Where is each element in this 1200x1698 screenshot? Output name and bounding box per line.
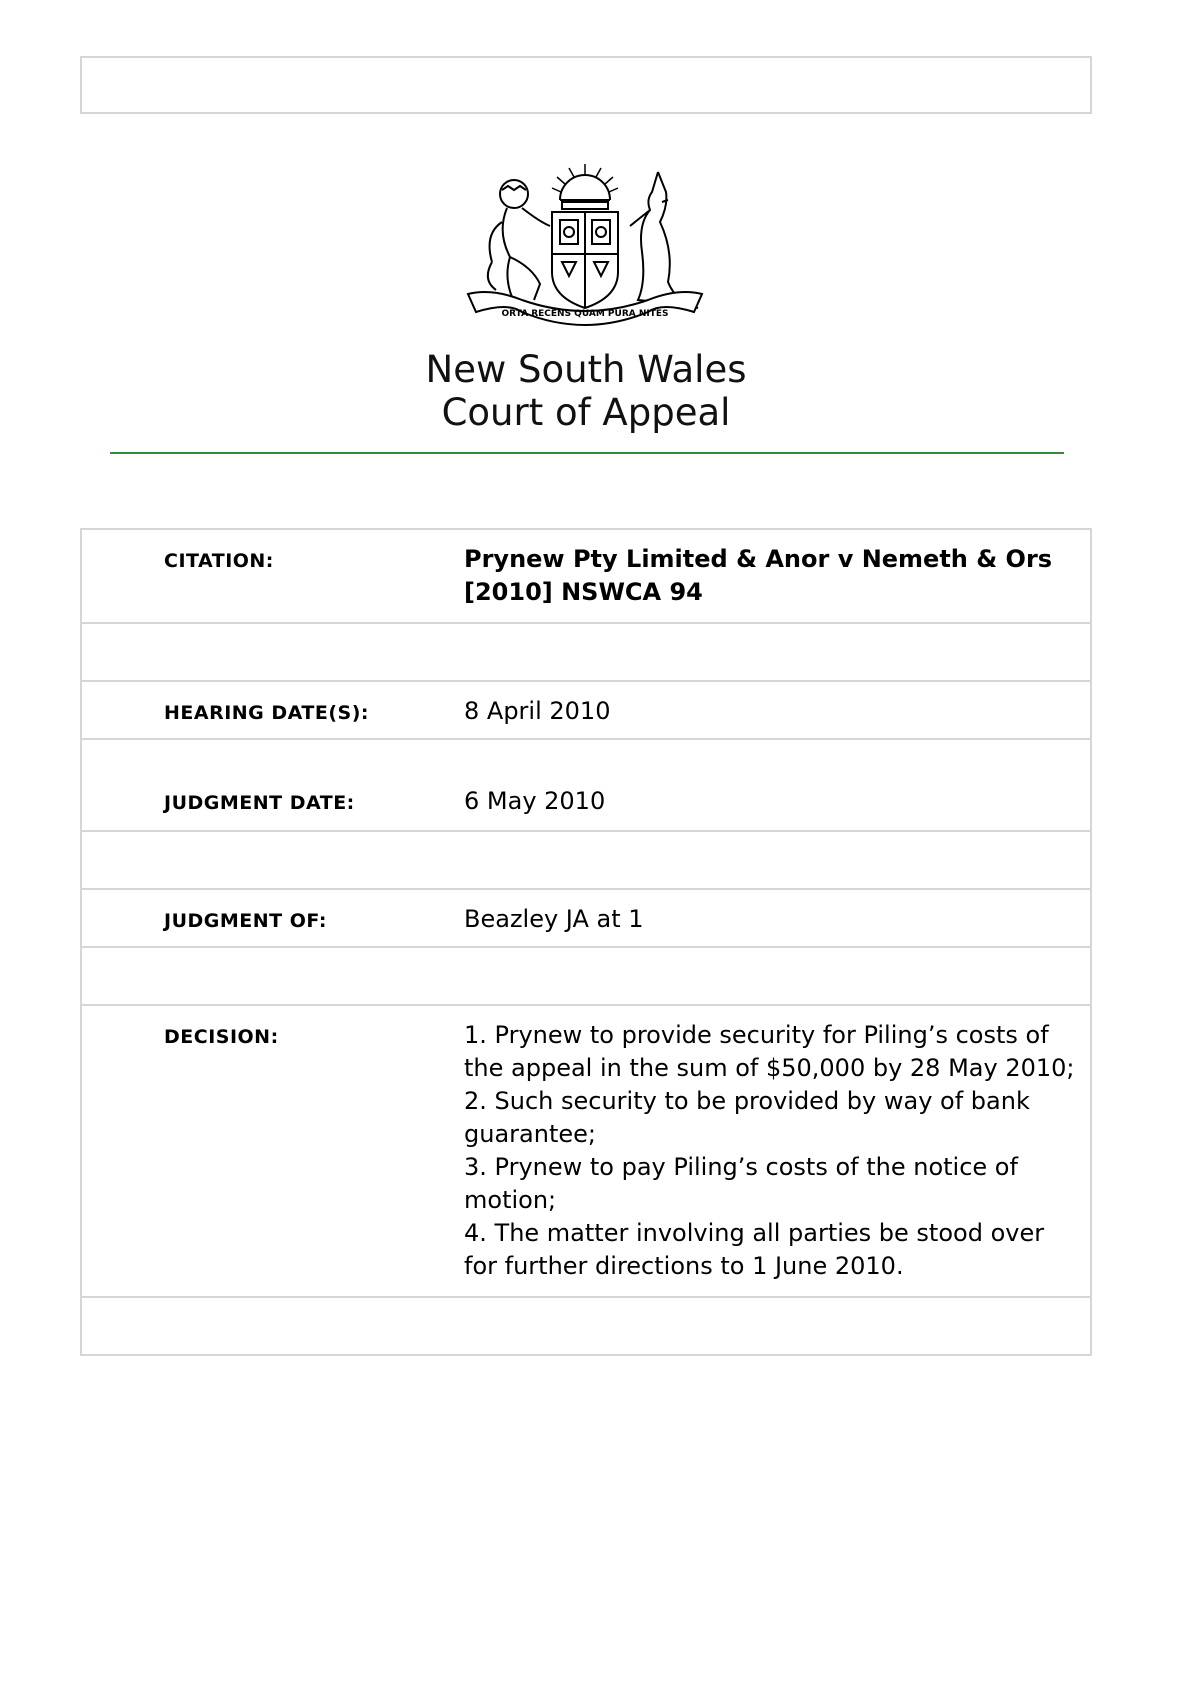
citation-row [81,529,1091,623]
decision-item: 3. Prynew to pay Piling’s costs of the notice of motion; [464,1153,1018,1214]
court-title [0,348,1172,434]
decision-item: 2. Such security to be provided by way of bank guarantee; [464,1087,1030,1148]
court-name: Court of Appeal [441,391,731,434]
decision-row [81,1005,1091,1297]
judgment-date-label: JUDGMENT DATE: [81,739,464,831]
court-jurisdiction: New South Wales [425,348,747,391]
citation-value [464,529,1091,623]
case-details-table [80,528,1092,1356]
judgment-of-label: JUDGMENT OF: [81,889,464,947]
spacer-row [81,1297,1091,1355]
decision-value [464,1005,1091,1297]
header-box [80,56,1092,114]
spacer-row [81,831,1091,889]
citation-case-name: Prynew Pty Limited & Anor v Nemeth & Ors [464,545,1053,573]
citation-label: CITATION: [81,529,464,623]
spacer-row [81,623,1091,681]
judgment-of-value: Beazley JA at 1 [464,889,1091,947]
judgment-of-row [81,889,1091,947]
hearing-dates-value: 8 April 2010 [464,681,1091,739]
title-divider [110,452,1064,454]
judgment-date-value: 6 May 2010 [464,739,1091,831]
spacer-row [81,947,1091,1005]
decision-label: DECISION: [81,1005,464,1297]
citation-reference: [2010] NSWCA 94 [464,578,703,606]
decision-item: 4. The matter involving all parties be stood over for further directions to 1 June 2010. [464,1219,1045,1280]
svg-text:ORTA RECENS QUAM PURA NITES: ORTA RECENS QUAM PURA NITES [501,309,669,319]
hearing-dates-row [81,681,1091,739]
decision-item: 1. Prynew to provide security for Piling’s costs of the appeal in the sum of $50,000 by 28 May 2010; [464,1021,1075,1082]
hearing-dates-label: HEARING DATE(S): [81,681,464,739]
judgment-date-row [81,739,1091,831]
nsw-coat-of-arms-icon [462,162,708,334]
